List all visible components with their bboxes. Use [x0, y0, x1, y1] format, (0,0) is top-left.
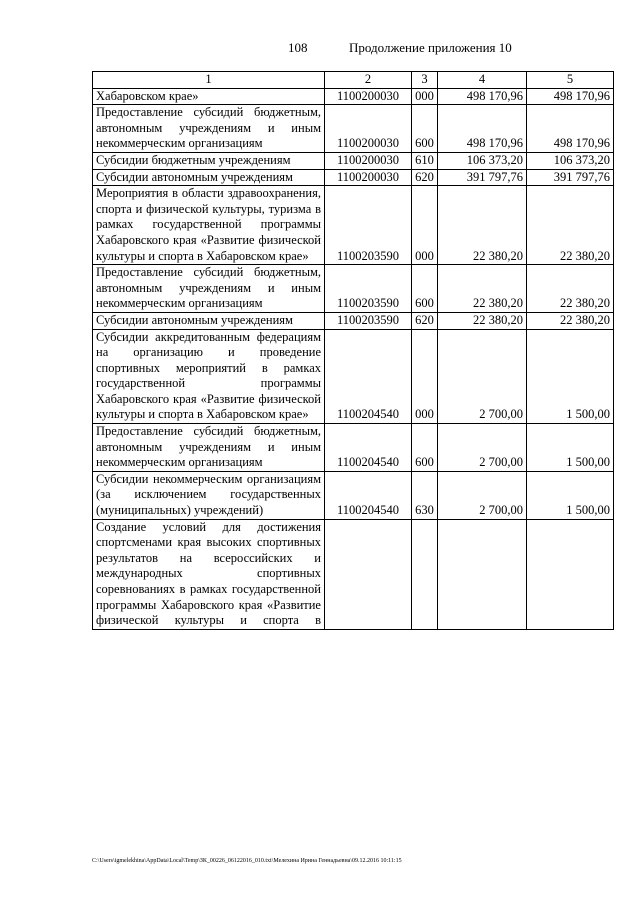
row-sum-2: 1 500,00	[527, 329, 614, 424]
row-sum-1: 498 170,96	[438, 105, 527, 153]
page-number: 108	[288, 40, 308, 55]
row-target-code: 1100204540	[325, 424, 412, 472]
column-header-1: 1	[93, 72, 325, 89]
row-name: Предоставление субсидий бюджетным, автономным учреждениям и иным некоммерческим организациям	[93, 265, 325, 313]
row-target-code: 1100203590	[325, 186, 412, 265]
table-row	[93, 105, 614, 153]
table-header-row	[93, 72, 614, 89]
row-target-code: 1100200030	[325, 105, 412, 153]
row-expense-type	[412, 519, 438, 629]
row-target-code: 1100203590	[325, 265, 412, 313]
table-row	[93, 471, 614, 519]
table-row	[93, 312, 614, 329]
row-name: Субсидии автономным учреждениям	[93, 169, 325, 186]
row-sum-1: 22 380,20	[438, 265, 527, 313]
row-expense-type: 630	[412, 471, 438, 519]
row-sum-2	[527, 519, 614, 629]
row-name: Хабаровском крае»	[93, 88, 325, 105]
table-row	[93, 519, 614, 629]
row-expense-type: 000	[412, 329, 438, 424]
row-sum-2: 1 500,00	[527, 471, 614, 519]
row-sum-2: 22 380,20	[527, 312, 614, 329]
row-expense-type: 600	[412, 424, 438, 472]
row-name: Мероприятия в области здравоохранения, спорта и физической культуры, туризма в рамках государственной программы Хабаровского края «Развитие физической культуры и спорта в Хабаровском крае»	[93, 186, 325, 265]
row-sum-1: 22 380,20	[438, 312, 527, 329]
row-sum-2: 498 170,96	[527, 105, 614, 153]
row-sum-1: 2 700,00	[438, 471, 527, 519]
row-sum-2: 22 380,20	[527, 186, 614, 265]
page-header	[0, 40, 640, 58]
document-path-footer: C:\Users\igmelekhina\AppData\Local\Temp\ЗК_00226_06122016_010.txt\Мелехина Ирина Геннадьевна\09.12.2016 10:11:15	[92, 858, 402, 864]
row-expense-type: 000	[412, 186, 438, 265]
row-sum-1: 2 700,00	[438, 424, 527, 472]
row-expense-type: 600	[412, 105, 438, 153]
column-header-3: 3	[412, 72, 438, 89]
row-sum-2: 106 373,20	[527, 152, 614, 169]
row-sum-2: 1 500,00	[527, 424, 614, 472]
column-header-5: 5	[527, 72, 614, 89]
row-name: Создание условий для достижения спортсменами края высоких спортивных результатов на всероссийских и международных спортивных соревнованиях в рамках государственной программы Хабаровского края «Развитие физической культуры и спорта в	[93, 519, 325, 629]
row-expense-type: 000	[412, 88, 438, 105]
row-name: Субсидии автономным учреждениям	[93, 312, 325, 329]
row-sum-1: 2 700,00	[438, 329, 527, 424]
row-name: Субсидии аккредитованным федерациям на организацию и проведение спортивных мероприятий в рамках государственной программы Хабаровского края «Развитие физической культуры и спорта в Хабаровском крае»	[93, 329, 325, 424]
row-sum-1	[438, 519, 527, 629]
row-expense-type: 600	[412, 265, 438, 313]
column-header-2: 2	[325, 72, 412, 89]
table-row	[93, 152, 614, 169]
table-row	[93, 265, 614, 313]
row-sum-1: 106 373,20	[438, 152, 527, 169]
row-sum-2: 22 380,20	[527, 265, 614, 313]
row-sum-2: 391 797,76	[527, 169, 614, 186]
row-name: Предоставление субсидий бюджетным, автономным учреждениям и иным некоммерческим организациям	[93, 105, 325, 153]
row-target-code: 1100200030	[325, 88, 412, 105]
row-name: Субсидии некоммерческим организациям (за исключением государственных (муниципальных) учреждений)	[93, 471, 325, 519]
budget-table	[92, 71, 614, 630]
row-expense-type: 620	[412, 312, 438, 329]
row-sum-2: 498 170,96	[527, 88, 614, 105]
row-target-code: 1100203590	[325, 312, 412, 329]
appendix-title: Продолжение приложения 10	[349, 40, 512, 55]
table-row	[93, 169, 614, 186]
row-name: Предоставление субсидий бюджетным, автономным учреждениям и иным некоммерческим организациям	[93, 424, 325, 472]
row-target-code: 1100200030	[325, 152, 412, 169]
table-row	[93, 329, 614, 424]
row-target-code: 1100204540	[325, 471, 412, 519]
row-sum-1: 498 170,96	[438, 88, 527, 105]
column-header-4: 4	[438, 72, 527, 89]
row-target-code: 1100204540	[325, 329, 412, 424]
table-row	[93, 424, 614, 472]
row-expense-type: 610	[412, 152, 438, 169]
row-target-code	[325, 519, 412, 629]
table-row	[93, 186, 614, 265]
row-sum-1: 22 380,20	[438, 186, 527, 265]
row-target-code: 1100200030	[325, 169, 412, 186]
row-sum-1: 391 797,76	[438, 169, 527, 186]
row-name: Субсидии бюджетным учреждениям	[93, 152, 325, 169]
table-row	[93, 88, 614, 105]
row-expense-type: 620	[412, 169, 438, 186]
